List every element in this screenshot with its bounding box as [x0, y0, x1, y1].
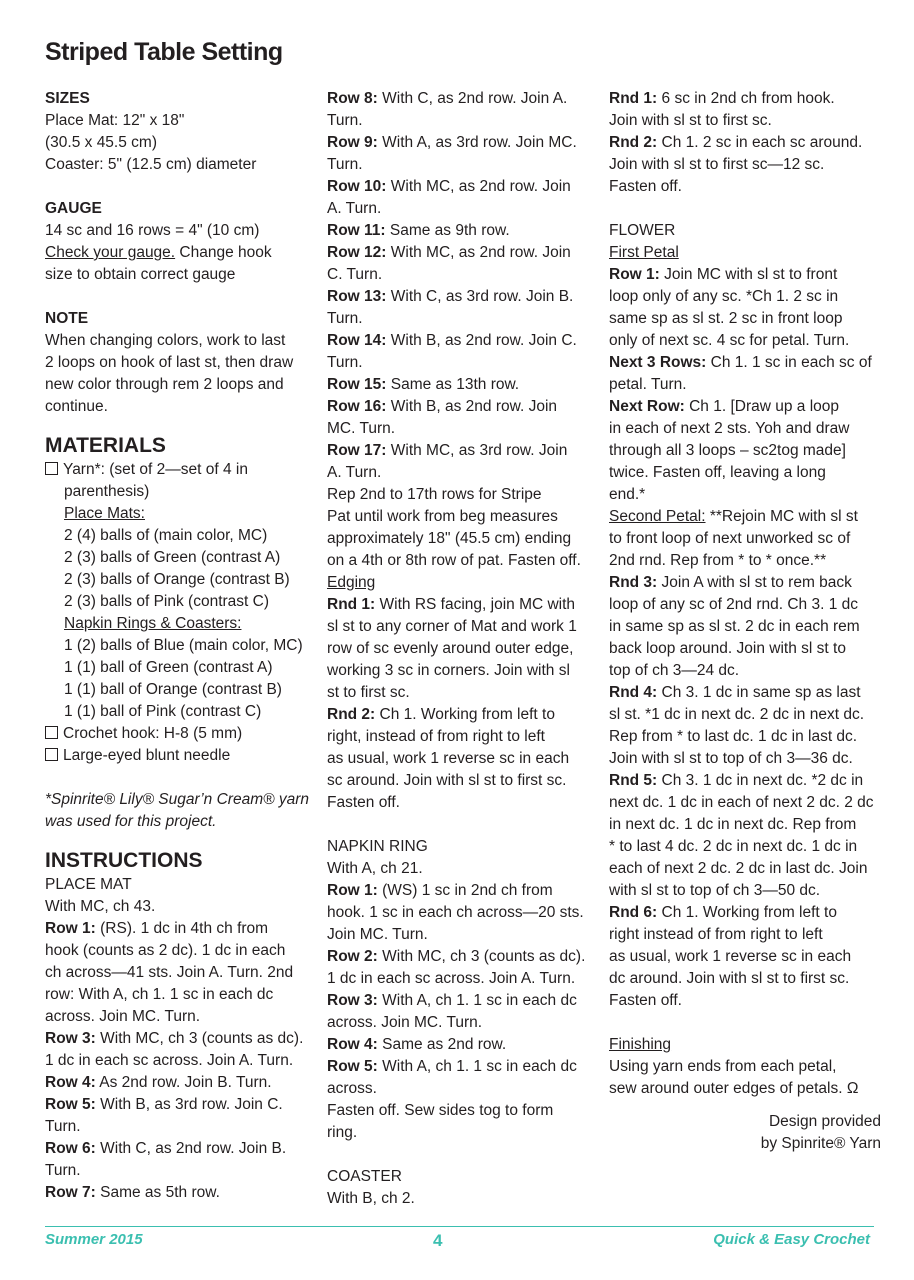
text-span: With MC, as 2nd row. Join [386, 244, 571, 261]
first-petal-subheading: First Petal [609, 244, 679, 261]
text-line: Rep from * to last dc. 1 dc in last dc. [609, 728, 858, 745]
text-line: Rep 2nd to 17th rows for Stripe [327, 486, 542, 503]
text-line: A. Turn. [327, 200, 382, 217]
row-label: Row 3: [45, 1030, 96, 1047]
text-line: right instead of from right to left [609, 926, 823, 943]
text-line: 2nd rnd. Rep from * to * once.** [609, 552, 827, 569]
text-line: Turn. [327, 310, 363, 327]
column-3 [609, 88, 881, 1155]
row-label: Row 8: [327, 90, 378, 107]
row-label: Row 7: [45, 1184, 96, 1201]
text-line [327, 88, 599, 110]
row-label: Row 1: [609, 266, 660, 283]
row-label: Row 6: [45, 1140, 96, 1157]
materials-item [45, 723, 317, 745]
text-line: working 3 sc in corners. Join with sl [327, 662, 570, 679]
text-span: With A, ch 1. 1 sc in each dc [377, 1058, 577, 1075]
text-line: When changing colors, work to last [45, 332, 286, 349]
row-label: Row 5: [327, 1058, 378, 1075]
text-span: Same as 2nd row. [377, 1036, 507, 1053]
text-line: across. Join MC. Turn. [327, 1014, 483, 1031]
yarn-note: was used for this project. [45, 813, 217, 830]
yarn-note: *Spinrite® Lily® Sugar’n Cream® yarn [45, 791, 309, 808]
text-line: Join with sl st to first sc—12 sc. [609, 156, 825, 173]
text-line [45, 1182, 317, 1204]
text-line: ch across—41 sts. Join A. Turn. 2nd [45, 964, 294, 981]
text-line: 1 dc in each sc across. Join A. Turn. [327, 970, 576, 987]
text-line [609, 572, 881, 594]
text-line [327, 594, 599, 616]
row-label: Rnd 6: [609, 904, 658, 921]
text-span: With B, as 3rd row. Join C. [95, 1096, 283, 1113]
text-line: ring. [327, 1124, 358, 1141]
check-gauge-text: Check your gauge. [45, 244, 176, 261]
text-line [327, 440, 599, 462]
row-label: Row 17: [327, 442, 387, 459]
text-line: dc around. Join with sl st to first sc. [609, 970, 850, 987]
row-label: Row 16: [327, 398, 387, 415]
text-line [609, 132, 881, 154]
text-span: Yarn*: (set of 2—set of 4 in [63, 461, 248, 478]
text-span: Ch 3. 1 dc in same sp as last [657, 684, 861, 701]
text-line [609, 506, 881, 528]
row-label: Row 15: [327, 376, 387, 393]
section-label: NAPKIN RING [327, 838, 428, 855]
text-line: With A, ch 21. [327, 860, 423, 877]
text-line [45, 1072, 317, 1094]
text-line: to front loop of next unworked sc of [609, 530, 851, 547]
text-line [609, 682, 881, 704]
text-line: Fasten off. [609, 178, 682, 195]
text-span: Join A with sl st to rem back [657, 574, 852, 591]
text-line: 1 (1) ball of Green (contrast A) [64, 659, 273, 676]
text-span: Change hook [175, 244, 272, 261]
column-2 [327, 88, 599, 1210]
subheading: Napkin Rings & Coasters: [64, 615, 242, 632]
text-line [609, 396, 881, 418]
text-span: Ch 1. 2 sc in each sc around. [657, 134, 863, 151]
text-span: With MC, ch 3 (counts as dc). [377, 948, 586, 965]
text-line: back loop around. Join with sl st to [609, 640, 846, 657]
row-label: Rnd 5: [609, 772, 658, 789]
text-line: 2 loops on hook of last st, then draw [45, 354, 294, 371]
text-line: 1 dc in each sc across. Join A. Turn. [45, 1052, 294, 1069]
text-line [327, 132, 599, 154]
text-line: loop only of any sc. *Ch 1. 2 sc in [609, 288, 839, 305]
text-line: sew around outer edges of petals. Ω [609, 1080, 859, 1097]
text-line: (30.5 x 45.5 cm) [45, 134, 157, 151]
row-label: Row 11: [327, 222, 386, 239]
section-label: FLOWER [609, 222, 676, 239]
design-credit: by Spinrite® Yarn [760, 1135, 881, 1152]
row-label: Row 10: [327, 178, 387, 195]
page-title: Striped Table Setting [45, 38, 283, 66]
materials-item [45, 459, 317, 481]
page-number: 4 [433, 1231, 443, 1250]
edging-subheading: Edging [327, 574, 376, 591]
text-line: st to first sc. [327, 684, 410, 701]
row-label: Rnd 3: [609, 574, 658, 591]
text-span: Ch 1. Working from left to [375, 706, 555, 723]
text-span: With C, as 2nd row. Join B. [95, 1140, 287, 1157]
text-line: 2 (3) balls of Pink (contrast C) [64, 593, 270, 610]
row-label: Rnd 4: [609, 684, 658, 701]
text-line: Turn. [327, 354, 363, 371]
text-line: With B, ch 2. [327, 1190, 415, 1207]
text-span: (WS) 1 sc in 2nd ch from [377, 882, 553, 899]
checkbox-icon[interactable] [45, 462, 58, 475]
column-1 [45, 88, 317, 1204]
text-span: **Rejoin MC with sl st [705, 508, 858, 525]
text-line: hook (counts as 2 dc). 1 dc in each [45, 942, 286, 959]
text-span: With B, as 2nd row. Join C. [386, 332, 577, 349]
text-span: With C, as 3rd row. Join B. [386, 288, 574, 305]
text-line: twice. Fasten off, leaving a long [609, 464, 826, 481]
text-line: Coaster: 5" (12.5 cm) diameter [45, 156, 257, 173]
text-line: Turn. [45, 1118, 81, 1135]
text-span: With MC, as 3rd row. Join [386, 442, 568, 459]
text-line: across. Join MC. Turn. [45, 1008, 201, 1025]
text-line: 2 (3) balls of Green (contrast A) [64, 549, 281, 566]
text-line: only of next sc. 4 sc for petal. Turn. [609, 332, 850, 349]
text-span: 6 sc in 2nd ch from hook. [657, 90, 835, 107]
row-label: Row 12: [327, 244, 387, 261]
text-line: 1 (2) balls of Blue (main color, MC) [64, 637, 303, 654]
text-line: through all 3 loops – sc2tog made] [609, 442, 846, 459]
text-span: As 2nd row. Join B. Turn. [95, 1074, 272, 1091]
text-line [609, 352, 881, 374]
text-line: sl st to any corner of Mat and work 1 [327, 618, 577, 635]
text-line: Fasten off. [327, 794, 400, 811]
row-label: Row 13: [327, 288, 387, 305]
instructions-heading: INSTRUCTIONS [45, 849, 203, 872]
row-label: Row 1: [327, 882, 378, 899]
text-line [327, 946, 599, 968]
text-span: With A, as 3rd row. Join MC. [377, 134, 577, 151]
text-span: Ch 3. 1 dc in next dc. *2 dc in [657, 772, 864, 789]
text-line: petal. Turn. [609, 376, 687, 393]
row-label: Row 1: [45, 920, 96, 937]
text-line: Fasten off. [609, 992, 682, 1009]
text-line: loop of any sc of 2nd rnd. Ch 3. 1 dc [609, 596, 859, 613]
text-line: in same sp as sl st. 2 dc in each rem [609, 618, 860, 635]
text-line [327, 330, 599, 352]
text-line: Turn. [327, 112, 363, 129]
text-line [609, 88, 881, 110]
text-line: in next dc. 1 dc in next dc. Rep from [609, 816, 857, 833]
text-line: Join MC. Turn. [327, 926, 428, 943]
footer-publication: Quick & Easy Crochet [713, 1231, 870, 1248]
text-line: 14 sc and 16 rows = 4" (10 cm) [45, 222, 260, 239]
text-line: as usual, work 1 reverse sc in each [609, 948, 852, 965]
text-line: With MC, ch 43. [45, 898, 156, 915]
text-span: With RS facing, join MC with [375, 596, 576, 613]
row-label: Rnd 1: [327, 596, 376, 613]
text-line: sl st. *1 dc in next dc. 2 dc in next dc. [609, 706, 865, 723]
row-label: Row 9: [327, 134, 378, 151]
text-line [609, 264, 881, 286]
text-line: sc around. Join with sl st to first sc. [327, 772, 567, 789]
row-label: Row 3: [327, 992, 378, 1009]
text-line: as usual, work 1 reverse sc in each [327, 750, 570, 767]
text-line: each of next 2 dc. 2 dc in last dc. Join [609, 860, 868, 877]
text-line: new color through rem 2 loops and [45, 376, 284, 393]
row-label: Rnd 1: [609, 90, 658, 107]
sizes-heading: SIZES [45, 90, 90, 107]
text-line: * to last 4 dc. 2 dc in next dc. 1 dc in [609, 838, 858, 855]
text-span: Same as 13th row. [386, 376, 520, 393]
text-span: Same as 5th row. [95, 1184, 220, 1201]
row-label: Row 4: [327, 1036, 378, 1053]
text-line: C. Turn. [327, 266, 383, 283]
row-label: Row 14: [327, 332, 387, 349]
text-span: With MC, ch 3 (counts as dc). [95, 1030, 304, 1047]
text-line: Join with sl st to first sc. [609, 112, 772, 129]
text-line [609, 770, 881, 792]
text-line: size to obtain correct gauge [45, 266, 236, 283]
text-span: Large-eyed blunt needle [63, 747, 231, 764]
text-line: row of sc evenly around outer edge, [327, 640, 574, 657]
section-label: PLACE MAT [45, 876, 132, 893]
text-line: in each of next 2 sts. Yoh and draw [609, 420, 850, 437]
text-line: hook. 1 sc in each ch across—20 sts. [327, 904, 584, 921]
text-line [327, 220, 599, 242]
footer-divider [45, 1226, 874, 1227]
text-line [609, 902, 881, 924]
text-line: row: With A, ch 1. 1 sc in each dc [45, 986, 274, 1003]
section-label: COASTER [327, 1168, 402, 1185]
footer-issue: Summer 2015 [45, 1231, 143, 1248]
text-line: A. Turn. [327, 464, 382, 481]
note-heading: NOTE [45, 310, 89, 327]
text-line: Turn. [45, 1162, 81, 1179]
text-line [327, 396, 599, 418]
text-span: Same as 9th row. [385, 222, 510, 239]
row-label: Rnd 2: [327, 706, 376, 723]
text-line: Place Mat: 12" x 18" [45, 112, 185, 129]
text-line: approximately 18" (45.5 cm) ending [327, 530, 572, 547]
row-label: Row 2: [327, 948, 378, 965]
second-petal-subheading: Second Petal: [609, 508, 706, 525]
text-span: With MC, as 2nd row. Join [386, 178, 571, 195]
text-line: end.* [609, 486, 646, 503]
text-line: same sp as sl st. 2 sc in front loop [609, 310, 843, 327]
text-line [327, 990, 599, 1012]
checkbox-icon[interactable] [45, 726, 58, 739]
text-span: With C, as 2nd row. Join A. [377, 90, 568, 107]
text-line: continue. [45, 398, 108, 415]
text-line [327, 704, 599, 726]
text-line: Join with sl st to top of ch 3—36 dc. [609, 750, 853, 767]
text-line [327, 176, 599, 198]
row-label: Row 5: [45, 1096, 96, 1113]
text-line: 2 (4) balls of (main color, MC) [64, 527, 268, 544]
text-line: 2 (3) balls of Orange (contrast B) [64, 571, 290, 588]
text-line [327, 1034, 599, 1056]
text-line [327, 242, 599, 264]
text-line: on a 4th or 8th row of pat. Fasten off. [327, 552, 581, 569]
text-line [45, 918, 317, 940]
row-label: Row 4: [45, 1074, 96, 1091]
finishing-subheading: Finishing [609, 1036, 672, 1053]
text-line: Using yarn ends from each petal, [609, 1058, 837, 1075]
text-line [327, 286, 599, 308]
text-line: with sl st to top of ch 3—50 dc. [609, 882, 821, 899]
text-span: Crochet hook: H-8 (5 mm) [63, 725, 243, 742]
text-line [45, 613, 317, 635]
text-span: Ch 1. Working from left to [657, 904, 837, 921]
text-line [45, 242, 317, 264]
row-label: Rnd 2: [609, 134, 658, 151]
text-line [45, 1094, 317, 1116]
text-line: across. [327, 1080, 377, 1097]
text-line [45, 1028, 317, 1050]
subheading: Place Mats: [64, 505, 145, 522]
text-line: Fasten off. Sew sides tog to form [327, 1102, 554, 1119]
text-span: Join MC with sl st to front [659, 266, 838, 283]
text-line: 1 (1) ball of Pink (contrast C) [64, 703, 262, 720]
materials-heading: MATERIALS [45, 434, 166, 457]
text-line [327, 880, 599, 902]
checkbox-icon[interactable] [45, 748, 58, 761]
materials-item [45, 745, 317, 767]
text-line: 1 (1) ball of Orange (contrast B) [64, 681, 282, 698]
row-label: Next 3 Rows: [609, 354, 707, 371]
text-line: next dc. 1 dc in each of next 2 dc. 2 dc [609, 794, 874, 811]
text-line: Turn. [327, 156, 363, 173]
text-line: parenthesis) [64, 483, 150, 500]
text-line [327, 1056, 599, 1078]
design-credit: Design provided [768, 1113, 881, 1130]
text-span: Ch 1. [Draw up a loop [684, 398, 840, 415]
row-label: Next Row: [609, 398, 685, 415]
text-span: Ch 1. 1 sc in each sc of [706, 354, 872, 371]
text-line: right, instead of from right to left [327, 728, 545, 745]
text-line [45, 503, 317, 525]
text-line: Pat until work from beg measures [327, 508, 558, 525]
text-line: MC. Turn. [327, 420, 396, 437]
gauge-heading: GAUGE [45, 200, 102, 217]
text-line: top of ch 3—24 dc. [609, 662, 740, 679]
text-span: (RS). 1 dc in 4th ch from [95, 920, 269, 937]
text-line [45, 1138, 317, 1160]
text-line [327, 374, 599, 396]
text-span: With B, as 2nd row. Join [386, 398, 558, 415]
text-span: With A, ch 1. 1 sc in each dc [377, 992, 577, 1009]
